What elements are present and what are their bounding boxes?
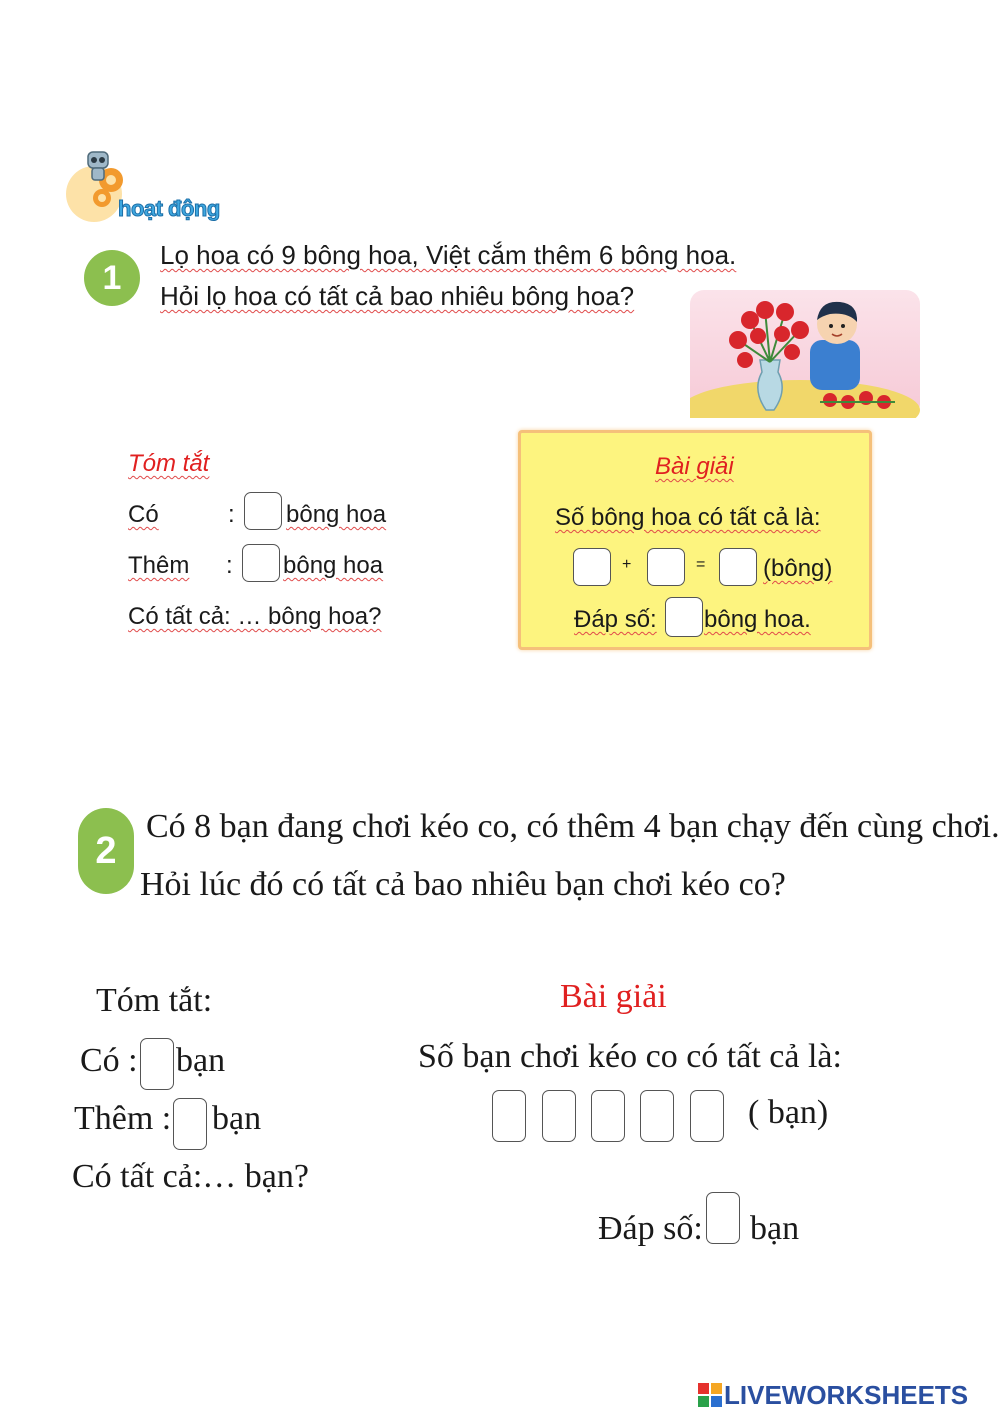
liveworksheets-text: LIVEWORKSHEETS xyxy=(724,1379,969,1410)
ex2-summary-row3: Có tất cả:… bạn? xyxy=(72,1158,309,1195)
ex2-answer-unit: bạn xyxy=(750,1210,800,1247)
exercise-2-question-line2: Hỏi lúc đó có tất cả bao nhiêu bạn chơi kéo co? xyxy=(140,866,786,903)
ex1-summary-row2-unit: bông hoa xyxy=(283,552,384,579)
ex2-solution-input-4[interactable] xyxy=(640,1090,674,1142)
ex1-solution-unit: (bông) xyxy=(763,555,833,582)
ex1-summary-row1-label: Có xyxy=(128,501,159,528)
ex1-summary-row2-colon: : xyxy=(226,552,233,579)
ex2-answer-label: Đáp số: xyxy=(598,1210,703,1247)
exercise-2-number: 2 xyxy=(78,808,134,894)
exercise-1-number: 1 xyxy=(84,250,140,306)
exercise-1-question-line2: Hỏi lọ hoa có tất cả bao nhiêu bông hoa? xyxy=(160,281,635,311)
ex1-summary-row1-colon: : xyxy=(228,501,235,528)
ex1-solution-title: Bài giải xyxy=(655,453,734,480)
liveworksheets-icon xyxy=(698,1383,722,1407)
exercise-2-question-line1: Có 8 bạn đang chơi kéo co, có thêm 4 bạn chạy đến cùng chơi. xyxy=(146,808,1000,845)
activity-logo-text: hoạt động xyxy=(118,196,220,221)
ex2-summary-row2-input[interactable] xyxy=(173,1098,207,1150)
ex1-solution-input-3[interactable] xyxy=(719,548,757,586)
ex1-answer-label: Đáp số: xyxy=(574,606,657,633)
ex2-solution-title: Bài giải xyxy=(560,978,667,1015)
ex2-solution-line: Số bạn chơi kéo co có tất cả là: xyxy=(418,1038,842,1075)
ex1-answer-unit: bông hoa. xyxy=(704,606,811,633)
ex2-solution-unit: ( bạn) xyxy=(748,1094,829,1131)
ex1-solution-equals: = xyxy=(696,556,706,573)
ex2-solution-input-5[interactable] xyxy=(690,1090,724,1142)
ex1-summary-row1-unit: bông hoa xyxy=(286,501,387,528)
ex1-solution-input-1[interactable] xyxy=(573,548,611,586)
ex2-summary-title: Tóm tắt: xyxy=(96,982,213,1019)
ex1-solution-line: Số bông hoa có tất cả là: xyxy=(555,504,821,531)
ex1-answer-input[interactable] xyxy=(665,597,703,637)
ex2-solution-input-1[interactable] xyxy=(492,1090,526,1142)
ex1-summary-row2-label: Thêm xyxy=(128,552,190,579)
ex2-solution-input-3[interactable] xyxy=(591,1090,625,1142)
ex1-solution-input-2[interactable] xyxy=(647,548,685,586)
liveworksheets-logo xyxy=(698,1380,968,1410)
ex2-summary-row1-label: Có : xyxy=(80,1042,138,1079)
ex2-summary-row2-label: Thêm : xyxy=(74,1100,172,1137)
ex1-summary-row2-input[interactable] xyxy=(242,544,280,582)
ex2-summary-row2-unit: bạn xyxy=(212,1100,262,1137)
activity-logo xyxy=(66,146,241,232)
ex1-summary-row3: Có tất cả: … bông hoa? xyxy=(128,603,382,630)
exercise-1-question-line1: Lọ hoa có 9 bông hoa, Việt cắm thêm 6 bông hoa. xyxy=(160,240,737,270)
boy-flowers-illustration xyxy=(690,290,920,418)
ex2-solution-input-2[interactable] xyxy=(542,1090,576,1142)
ex1-solution-plus: + xyxy=(622,556,632,573)
ex2-summary-row1-unit: bạn xyxy=(176,1042,226,1079)
ex2-answer-input[interactable] xyxy=(706,1192,740,1244)
ex2-summary-row1-input[interactable] xyxy=(140,1038,174,1090)
ex1-summary-title: Tóm tắt xyxy=(128,450,210,477)
ex1-summary-row1-input[interactable] xyxy=(244,492,282,530)
